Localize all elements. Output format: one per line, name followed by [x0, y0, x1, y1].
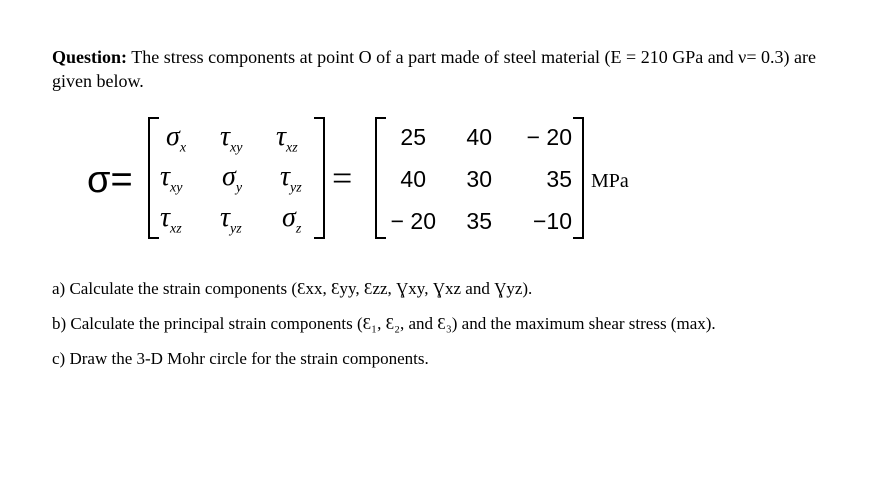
matrix-cell-tau-xz: $\tau_{xz}$	[160, 202, 182, 237]
matrix-cell-tau-xz: $\tau_{xz}$	[276, 121, 298, 156]
value-cell: 40	[466, 124, 492, 150]
part-a: a) Calculate the strain components (Ɛxx, Ɛyy, Ɛzz, Ɣxy, Ɣxz and Ɣyz).	[52, 279, 533, 298]
question-label: Question:	[52, 47, 128, 67]
value-cell: − 20	[390, 208, 436, 234]
symbol-matrix-left-bracket	[148, 117, 159, 239]
symbol-matrix-right-bracket	[314, 117, 325, 239]
matrix-cell-sigma-z: $\sigma_z$	[282, 202, 302, 237]
unit-label: MPa	[591, 170, 629, 192]
sigma-lhs: σ=	[87, 159, 133, 201]
value-matrix-right-bracket	[573, 117, 584, 239]
matrix-cell-sigma-x: $\sigma_x$	[166, 121, 187, 156]
question-body: The stress components at point O of a part made of steel material (E = 210 GPa and ν= 0.3) are given below.	[52, 47, 816, 91]
value-cell: −10	[532, 208, 572, 234]
part-c: c) Draw the 3-D Mohr circle for the strain components.	[52, 349, 429, 368]
matrix-cell-tau-xy: $\tau_{xy}$	[220, 121, 243, 156]
question-text	[52, 45, 832, 93]
matrix-cell-tau-yz: $\tau_{yz}$	[280, 161, 302, 196]
matrix-cell-tau-xy: $\tau_{xy}$	[160, 161, 183, 196]
value-cell: 30	[466, 166, 492, 192]
equals-sign: =	[332, 158, 353, 198]
value-cell: 25	[400, 124, 426, 150]
matrix-cell-sigma-y: $\sigma_y$	[222, 161, 243, 196]
value-cell: 35	[546, 166, 572, 192]
value-cell: 35	[466, 208, 492, 234]
value-cell: − 20	[526, 124, 572, 150]
value-cell: 40	[400, 166, 426, 192]
part-b: b) Calculate the principal strain components (Ɛ₁, Ɛ₂, and Ɛ₃) and the maximum shear stress (max).	[52, 314, 716, 333]
matrix-cell-tau-yz: $\tau_{yz}$	[220, 202, 242, 237]
